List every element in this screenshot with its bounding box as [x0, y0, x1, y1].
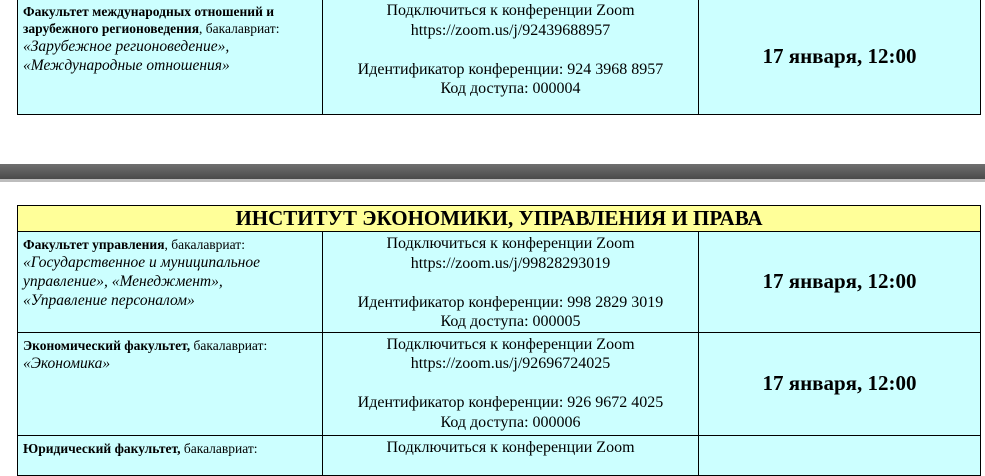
- faculty-cell: [18, 0, 323, 115]
- institute-header-row: [18, 206, 981, 232]
- meeting-id: Идентификатор конференции: 926 9672 4025: [357, 394, 664, 411]
- program-name: «Государственное и муниципальное управление», «Менеджмент»,: [23, 254, 260, 290]
- table-row: [18, 435, 981, 475]
- date-cell: 17 января, 12:00: [699, 332, 981, 435]
- program-name: «Международные отношения»: [23, 57, 230, 74]
- page-separator: [0, 164, 985, 179]
- meeting-id: Идентификатор конференции: 924 3968 8957: [357, 60, 664, 78]
- faculty-cell: [18, 232, 323, 333]
- table-row: [18, 0, 981, 115]
- zoom-cell: [323, 232, 699, 333]
- access-code: Код доступа: 000005: [440, 313, 581, 330]
- program-name: «Управление персоналом»: [23, 292, 195, 309]
- zoom-title: Подключиться к конференции Zoom: [386, 235, 635, 252]
- faculty-name: Экономический факультет,: [23, 337, 191, 353]
- degree-label: бакалавриат:: [190, 337, 268, 353]
- zoom-title: Подключиться к конференции Zoom: [386, 2, 635, 19]
- faculty-name: Юридический факультет,: [23, 440, 181, 456]
- degree-label: , бакалавриат:: [164, 237, 245, 252]
- schedule-table-2: [17, 205, 981, 476]
- degree-label: , бакалавриат:: [199, 21, 280, 36]
- table-row: [18, 332, 981, 435]
- zoom-cell: [323, 0, 699, 115]
- access-code: Код доступа: 000006: [440, 413, 581, 431]
- faculty-cell: [18, 332, 323, 435]
- zoom-link[interactable]: https://zoom.us/j/99828293019: [410, 254, 611, 272]
- zoom-link[interactable]: https://zoom.us/j/92439688957: [410, 21, 611, 39]
- date-cell: 17 января, 12:00: [699, 232, 981, 333]
- zoom-cell: [323, 332, 699, 435]
- access-code: Код доступа: 000004: [440, 80, 581, 97]
- zoom-link[interactable]: https://zoom.us/j/92696724025: [410, 355, 611, 372]
- degree-label: бакалавриат:: [180, 440, 258, 456]
- faculty-name: Факультет международных отношений и зарубежного регионоведения: [23, 4, 275, 36]
- zoom-title: Подключиться к конференции Zoom: [386, 335, 635, 353]
- institute-header: ИНСТИТУТ ЭКОНОМИКИ, УПРАВЛЕНИЯ И ПРАВА: [18, 206, 981, 232]
- faculty-cell: [18, 435, 323, 475]
- faculty-name: Факультет управления: [23, 237, 165, 252]
- program-name: «Экономика»: [23, 354, 111, 372]
- meeting-id: Идентификатор конференции: 998 2829 3019: [357, 293, 664, 311]
- zoom-title: Подключиться к конференции Zoom: [386, 438, 635, 456]
- date-cell: [699, 435, 981, 475]
- program-name: «Зарубежное регионоведение»,: [23, 38, 230, 55]
- schedule-table-1: [17, 0, 981, 115]
- zoom-cell: [323, 435, 699, 475]
- table-row: [18, 232, 981, 333]
- date-cell: 17 января, 12:00: [699, 0, 981, 115]
